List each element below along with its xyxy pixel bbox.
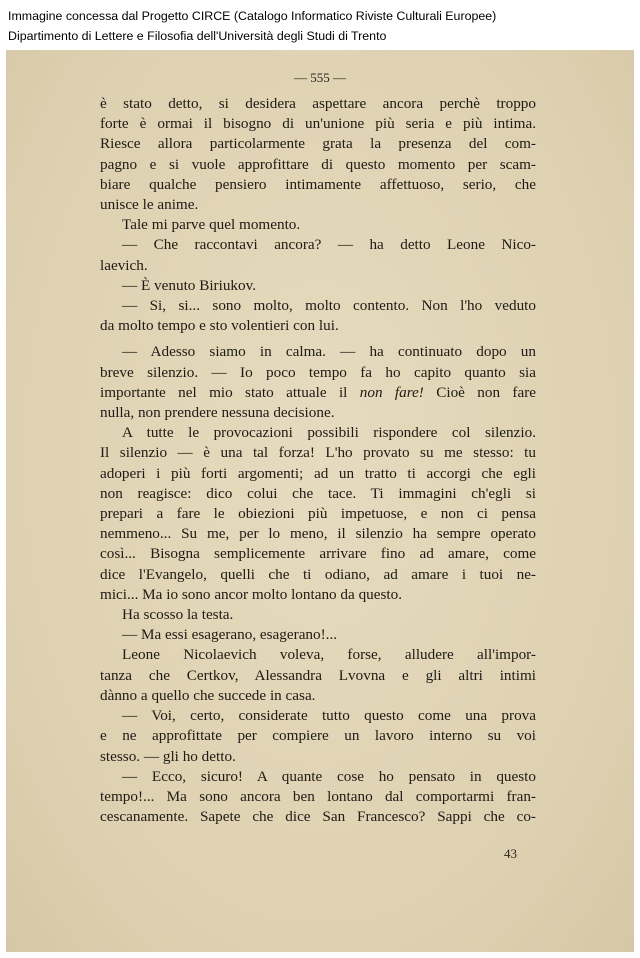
text-line: — Che raccontavi ancora? — ha detto Leone Nico- (122, 236, 536, 254)
text-line: così... Bisogna semplicemente arrivare fino ad amare, come (100, 545, 536, 563)
text-line: prepari a fare le obiezioni più impetuose, e non ci pensa (100, 505, 536, 523)
text-line: — Ecco, sicuro! A quante cose ho pensato in questo (122, 767, 536, 785)
credit-line-department: Dipartimento di Lettere e Filosofia dell'Università degli Studi di Trento (8, 29, 387, 43)
text-line: Leone Nicolaevich voleva, forse, alludere all'impor- (122, 646, 536, 664)
text-line: da molto tempo e sto volentieri con lui. (100, 317, 339, 335)
text-line: stesso. — gli ho detto. (100, 747, 236, 765)
text-line: Tale mi parve quel momento. (122, 216, 301, 234)
text-line: laevich. (100, 256, 148, 274)
credit-line-project: Immagine concessa dal Progetto CIRCE (Catalogo Informatico Riviste Culturali Europee) (8, 9, 497, 23)
text-line: — Ma essi esagerano, esagerano!... (122, 626, 338, 644)
page-number: — 555 — (294, 70, 346, 85)
text-line: Riesce allora particolarmente grata la presenza del com- (100, 135, 536, 153)
text-line: adoperi i più forti argomenti; ad un tratto ti accorgi che egli (100, 464, 536, 482)
text-line: non reagisce: dico colui che tace. Ti immagini ch'egli si (100, 484, 536, 502)
text-line: e ne approfittate per compiere un lavoro interno su voi (100, 727, 536, 745)
text-line: tanza che Certkov, Alessandra Lvovna e gli altri intimi (100, 666, 536, 684)
credit-notice (8, 6, 638, 46)
text-line: breve silenzio. — Io poco tempo fa ho capito quanto sia (100, 363, 536, 381)
text-line: Ha scosso la testa. (122, 606, 234, 624)
italic-emphasis: non fare! (359, 383, 424, 401)
text-line: biare qualche pensiero intimamente affettuoso, serio, che (100, 175, 536, 193)
text-segment: Cioè non fare (423, 383, 537, 401)
text-line: — Si, si... sono molto, molto contento. Non l'ho veduto (122, 297, 536, 315)
text-line: forte è ormai il bisogno di un'unione più seria e più intima. (100, 115, 536, 133)
text-line: — Voi, certo, considerate tutto questo come una prova (122, 707, 536, 725)
text-line: pagno e si vuole approfittare di questo momento per scam- (100, 155, 536, 173)
text-segment: importante nel mio stato attuale il (100, 383, 360, 401)
text-line: unisce le anime. (100, 196, 199, 214)
body-text (100, 94, 536, 827)
text-line: — Adesso siamo in calma. — ha continuato dopo un (122, 343, 536, 361)
text-line: A tutte le provocazioni possibili rispondere col silenzio. (122, 424, 536, 442)
folio-number: 43 (504, 846, 517, 861)
text-line: tempo!... Ma sono ancora ben lontano dal comportarmi fran- (100, 787, 536, 805)
text-line: nulla, non prendere nessuna decisione. (100, 404, 335, 422)
text-line: cescanamente. Sapete che dice San Francesco? Sappi che co- (100, 808, 536, 826)
text-line: — È venuto Biriukov. (122, 276, 257, 294)
text-line: è stato detto, si desidera aspettare ancora perchè troppo (100, 95, 536, 112)
text-line (100, 383, 536, 403)
text-line: dànno a quello che succede in casa. (100, 686, 316, 704)
text-line: dice l'Evangelo, quelli che ti odiano, ad amare i tuoi ne- (100, 565, 536, 583)
scanned-page (6, 50, 634, 952)
text-line: mici... Ma io sono ancor molto lontano da questo. (100, 585, 403, 603)
text-line: Il silenzio — è una tal forza! L'ho provato su me stesso: tu (100, 444, 536, 462)
text-line: nemmeno... Su me, per lo meno, il silenzio ha sempre operato (100, 525, 536, 543)
